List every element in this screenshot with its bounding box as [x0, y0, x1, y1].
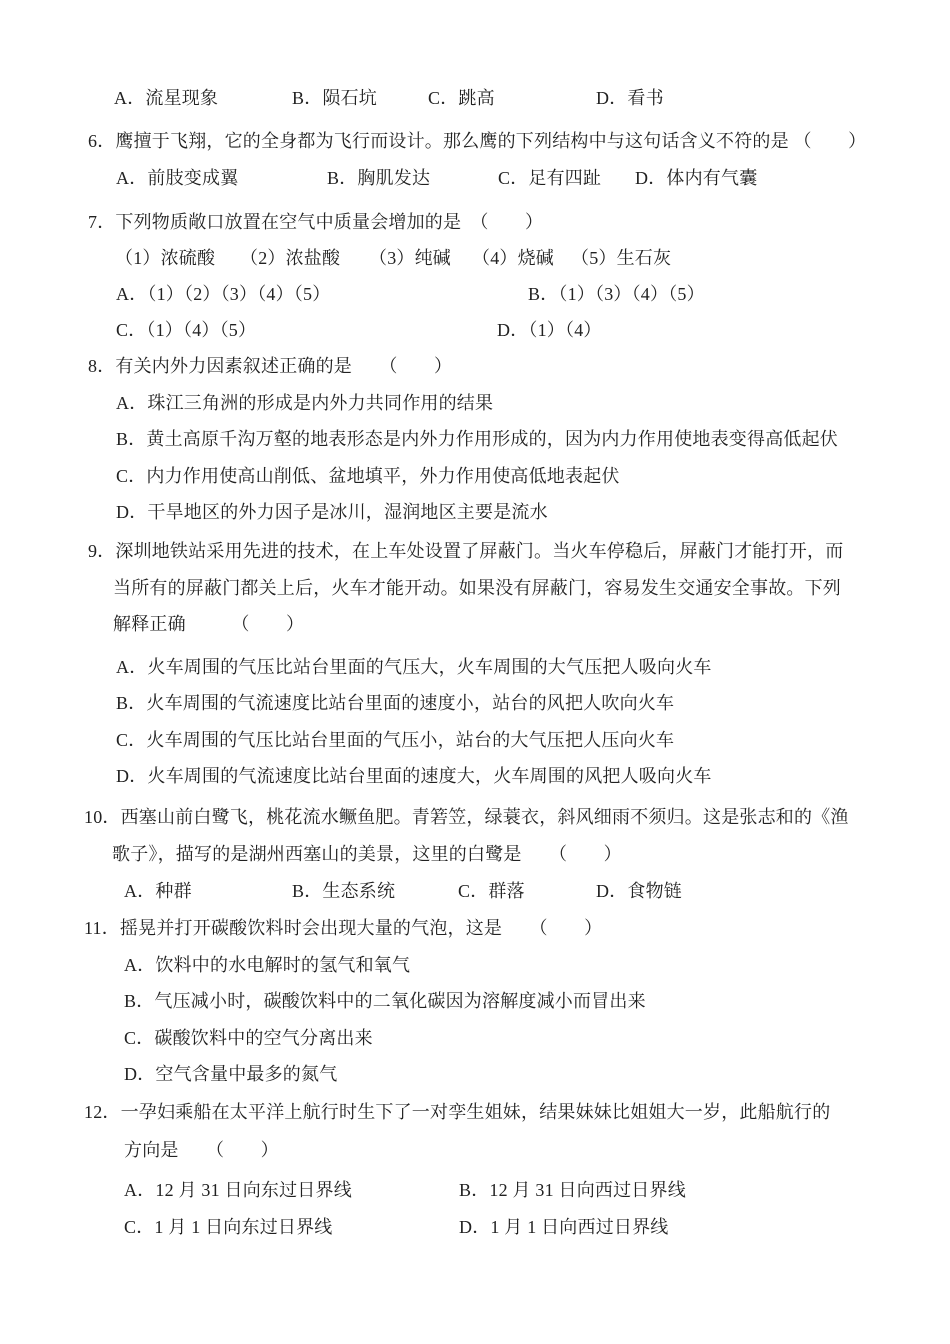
question-10-option-c: C．群落	[458, 881, 525, 901]
question-7-item-4: （4）烧碱	[472, 248, 554, 268]
question-9-stem-line2: 当所有的屏蔽门都关上后，火车才能开动。如果没有屏蔽门，容易发生交通安全事故。下列	[113, 578, 841, 598]
question-11-stem: 11．摇晃并打开碳酸饮料时会出现大量的气泡，这是 （ ）	[84, 918, 603, 938]
question-8-option-c: C．内力作用使高山削低、盆地填平，外力作用使高低地表起伏	[116, 466, 620, 486]
question-11-option-a: A．饮料中的水电解时的氢气和氧气	[124, 955, 411, 975]
question-7-item-3: （3）纯碱	[369, 248, 451, 268]
question-10-option-b: B．生态系统	[292, 881, 396, 901]
question-7-option-a: A．（1）（2）（3）（4）（5）	[116, 284, 331, 304]
question-12-option-c: C．1 月 1 日向东过日界线	[124, 1217, 333, 1237]
question-12-stem-line2: 方向是 （ ）	[124, 1140, 279, 1160]
question-10-stem-line1: 10．西塞山前白鹭飞，桃花流水鳜鱼肥。青箬笠，绿蓑衣，斜风细雨不须归。这是张志和的《渔	[84, 807, 849, 827]
question-5-option-b: B．陨石坑	[292, 88, 378, 108]
question-5-option-a: A．流星现象	[114, 88, 219, 108]
question-6-option-d: D．体内有气囊	[635, 168, 758, 188]
question-6-stem: 6．鹰擅于飞翔，它的全身都为飞行而设计。那么鹰的下列结构中与这句话含义不符的是 （ ）	[88, 131, 867, 151]
question-6-option-b: B．胸肌发达	[327, 168, 431, 188]
question-9-option-b: B．火车周围的气流速度比站台里面的速度小，站台的风把人吹向火车	[116, 693, 675, 713]
question-8-option-a: A．珠江三角洲的形成是内外力共同作用的结果	[116, 393, 494, 413]
question-9-option-c: C．火车周围的气压比站台里面的气压小，站台的大气压把人压向火车	[116, 730, 675, 750]
question-9-stem-line1: 9．深圳地铁站采用先进的技术，在上车处设置了屏蔽门。当火车停稳后，屏蔽门才能打开，而	[88, 541, 844, 561]
question-5-option-d: D．看书	[596, 88, 664, 108]
question-9-option-d: D．火车周围的气流速度比站台里面的速度大，火车周围的风把人吸向火车	[116, 766, 712, 786]
question-7-option-b: B．（1）（3）（4）（5）	[528, 284, 705, 304]
question-8-option-b: B．黄土高原千沟万壑的地表形态是内外力作用形成的，因为内力作用使地表变得高低起伏	[116, 429, 839, 449]
question-7-option-d: D．（1）（4）	[497, 320, 602, 340]
question-7-item-2: （2）浓盐酸	[240, 248, 341, 268]
question-10-option-d: D．食物链	[596, 881, 682, 901]
question-11-option-b: B．气压减小时，碳酸饮料中的二氧化碳因为溶解度减小而冒出来	[124, 991, 646, 1011]
question-12-option-d: D．1 月 1 日向西过日界线	[459, 1217, 669, 1237]
question-11-option-d: D．空气含量中最多的氮气	[124, 1064, 338, 1084]
question-5-option-c: C．跳高	[428, 88, 495, 108]
question-10-stem-line2: 歌子》，描写的是湖州西塞山的美景，这里的白鹭是 （ ）	[112, 844, 622, 864]
question-7-stem: 7．下列物质敞口放置在空气中质量会增加的是 （ ）	[88, 212, 544, 232]
question-6-option-a: A．前肢变成翼	[116, 168, 239, 188]
question-8-option-d: D．干旱地区的外力因子是冰川，湿润地区主要是流水	[116, 502, 548, 522]
question-8-stem: 8．有关内外力因素叙述正确的是 （ ）	[88, 356, 453, 376]
question-9-stem-line3: 解释正确 （ ）	[113, 614, 305, 634]
question-10-option-a: A．种群	[124, 881, 192, 901]
question-11-option-c: C．碳酸饮料中的空气分离出来	[124, 1028, 373, 1048]
question-9-option-a: A．火车周围的气压比站台里面的气压大，火车周围的大气压把人吸向火车	[116, 657, 712, 677]
question-7-item-5: （5）生石灰	[571, 248, 672, 268]
question-12-option-b: B．12 月 31 日向西过日界线	[459, 1180, 686, 1200]
question-12-stem-line1: 12．一孕妇乘船在太平洋上航行时生下了一对孪生姐妹，结果妹妹比姐姐大一岁，此船航行的	[84, 1102, 831, 1122]
question-7-item-1: （1）浓硫酸	[115, 248, 216, 268]
question-7-option-c: C．（1）（4）（5）	[116, 320, 257, 340]
question-12-option-a: A．12 月 31 日向东过日界线	[124, 1180, 352, 1200]
question-6-option-c: C．足有四趾	[498, 168, 602, 188]
